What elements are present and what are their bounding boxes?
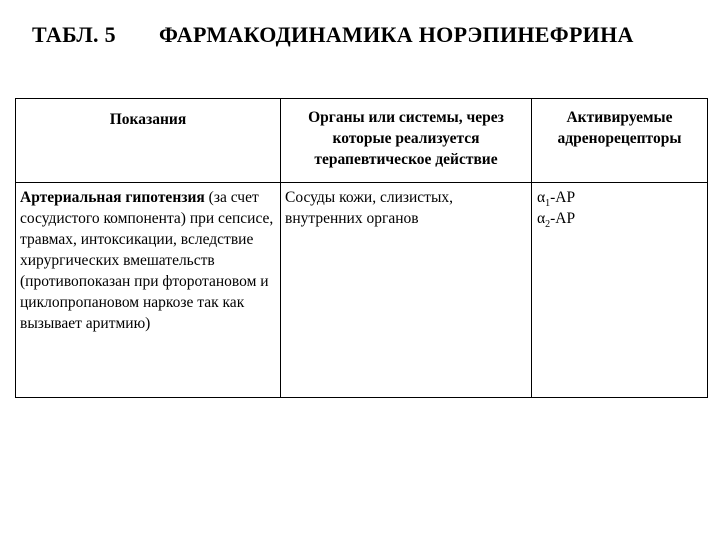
column-header-organs	[281, 99, 532, 183]
table-label: ТАБЛ. 5	[32, 22, 116, 47]
column-header-indications	[16, 99, 281, 183]
column-header-label: Активируемые адренорецепторы	[557, 109, 682, 147]
receptor-suffix: -АР	[550, 210, 576, 227]
receptor-subscript: 2	[545, 219, 551, 231]
receptor-subscript: 1	[545, 198, 551, 210]
column-header-label: Показания	[109, 111, 187, 128]
organs-text: Сосуды кожи, слизистых, внутренних органов	[285, 189, 453, 227]
indication-emphasis: Артериальная гипотензия	[20, 189, 205, 206]
receptor-suffix: -АР	[550, 189, 576, 206]
table-title: ФАРМАКОДИНАМИКА НОРЭПИНЕФРИНА	[159, 22, 634, 47]
receptors-cell	[532, 183, 708, 398]
receptor-prefix: α	[537, 189, 546, 206]
receptor-item	[537, 187, 702, 208]
indication-cell	[16, 183, 281, 398]
receptors-list	[532, 183, 707, 235]
pharmacodynamics-table	[15, 98, 708, 398]
title-row	[32, 22, 712, 56]
column-header-receptors	[532, 99, 708, 183]
indication-detail: (за счет сосудистого компонента) при сепсисе, травмах, интоксикации, вследствие хирургических вмешательств (противопоказан при фторотановом и циклопропановом наркозе так как вызывает аритмию)	[20, 189, 274, 332]
column-header-label: Органы или системы, через которые реализуется терапевтическое действие	[308, 109, 504, 168]
table-header-row	[16, 99, 708, 183]
receptor-prefix: α	[537, 210, 546, 227]
table-row	[16, 183, 708, 398]
receptor-item	[537, 208, 702, 229]
organs-cell	[281, 183, 532, 398]
indication-text	[16, 183, 280, 340]
